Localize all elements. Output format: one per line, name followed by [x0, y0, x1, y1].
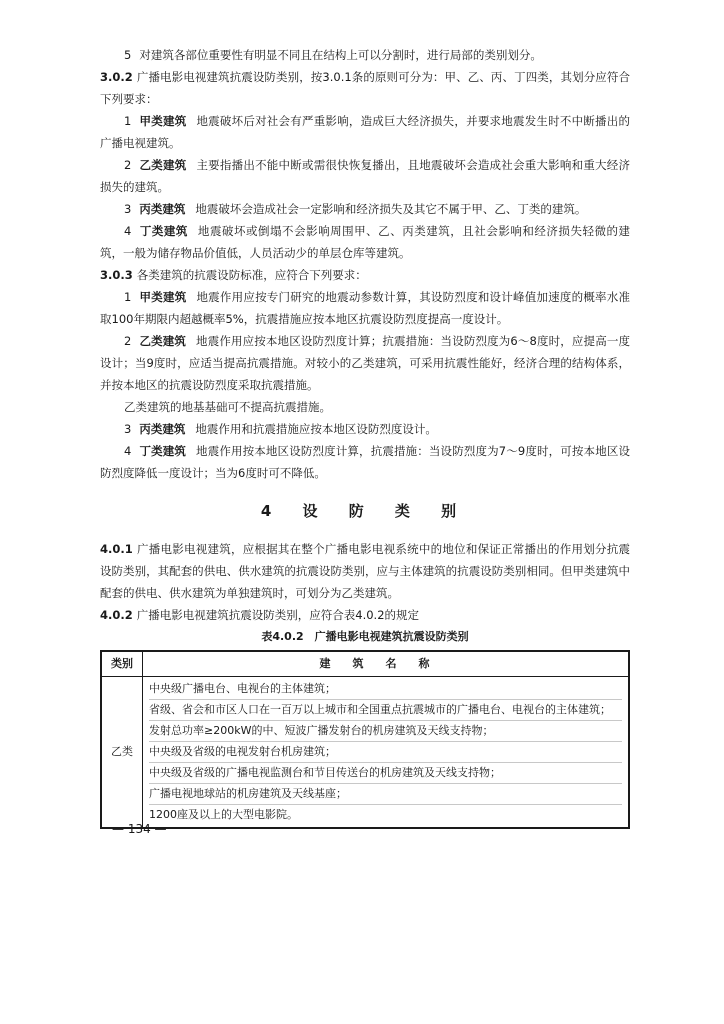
item-text: 对建筑各部位重要性有明显不同且在结构上可以分割时，进行局部的类别划分。	[139, 48, 542, 62]
building-item: 省级、省会和市区人口在一百万以上城市和全国重点抗震城市的广播电台、电视台的主体建筑；	[149, 700, 622, 721]
clause-3-0-3-item	[100, 440, 630, 484]
item-number: 3	[124, 422, 132, 436]
table-header-row	[101, 651, 629, 677]
header-building-name: 建筑名称	[143, 651, 630, 677]
building-item: 广播电视地球站的机房建筑及天线基座；	[149, 784, 622, 805]
item-text: 地震作用应按本地区设防烈度计算；抗震措施：当设防烈度为6～8度时，应提高一度设计；当9度时，应适当提高抗震措施。对较小的乙类建筑，可采用抗震性能好，经济合理的结构体系，并按本地区的抗震设防烈度采取抗震措施。	[100, 334, 630, 392]
document-page	[100, 44, 630, 829]
item-text: 地震作用按本地区设防烈度计算，抗震措施：当设防烈度为7～9度时，可按本地区设防烈度降低一度设计；当为6度时可不降低。	[100, 444, 630, 480]
chapter-title: 4 设 防 类 别	[260, 502, 470, 520]
building-item: 发射总功率≥200kW的中、短波广播发射台的机房建筑及天线支持物；	[149, 721, 622, 742]
clause-3-0-3	[100, 264, 630, 286]
clause-3-0-3-item	[100, 418, 630, 440]
item-term: 丙类建筑	[139, 202, 186, 216]
item-term: 乙类建筑	[139, 158, 187, 172]
item-text: 地震作用和抗震措施应按本地区设防烈度设计。	[195, 422, 437, 436]
item-term: 丁类建筑	[139, 444, 187, 458]
item-text: 地震破坏或倒塌不会影响周围甲、乙、丙类建筑，且社会影响和经济损失轻微的建筑，一般为储存物品价值低，人员活动少的单层仓库等建筑。	[100, 224, 631, 260]
building-item: 中央级及省级的电视发射台机房建筑；	[149, 742, 622, 763]
building-item: 1200座及以上的大型电影院。	[149, 808, 298, 821]
clause-3-0-2	[100, 66, 630, 110]
item-text: 地震破坏会造成社会一定影响和经济损失及其它不属于甲、乙、丁类的建筑。	[195, 202, 587, 216]
clause-number: 4.0.2	[100, 608, 133, 622]
clause-3-0-2-item	[100, 110, 630, 154]
item-number: 5	[124, 48, 132, 62]
category-cell: 乙类	[101, 677, 143, 829]
item-number: 2	[124, 334, 132, 348]
clause-number: 3.0.2	[100, 70, 133, 84]
clause-text: 广播电影电视建筑，应根据其在整个广播电影电视系统中的地位和保证正常播出的作用划分抗震设防类别，其配套的供电、供水建筑的抗震设防类别，应与主体建筑的抗震设防类别相同。但甲类建筑中配套的供电、供水建筑为单独建筑时，可划分为乙类建筑。	[100, 542, 630, 600]
page-number: — 134 —	[112, 822, 167, 836]
item-term: 丁类建筑	[139, 224, 188, 238]
clause-4-0-2	[100, 604, 630, 626]
item-term: 乙类建筑	[139, 334, 187, 348]
clause-number: 4.0.1	[100, 542, 133, 556]
item-text: 地震作用应按专门研究的地震动参数计算，其设防烈度和设计峰值加速度的概率水准取100年期限内超越概率5%，抗震措施应按本地区抗震设防烈度提高一度设计。	[100, 290, 631, 326]
clause-text: 广播电影电视建筑抗震设防类别，应符合表4.0.2的规定	[136, 608, 420, 622]
table-caption: 表4.0.2 广播电影电视建筑抗震设防类别	[261, 630, 469, 643]
item-term: 甲类建筑	[139, 114, 187, 128]
clause-4-0-1	[100, 538, 630, 604]
item-text: 地震破坏后对社会有严重影响，造成巨大经济损失，并要求地震发生时不中断播出的广播电视建筑。	[100, 114, 631, 150]
clause-3-0-2-item	[100, 220, 630, 264]
clause-3-0-2-item	[100, 154, 630, 198]
item-number: 4	[124, 224, 132, 238]
clause-text: 各类建筑的抗震设防标准，应符合下列要求：	[136, 268, 367, 282]
item-number: 2	[124, 158, 132, 172]
clause-3-0-3-item	[100, 330, 630, 396]
clause-3-0-3-note: 乙类建筑的地基基础可不提高抗震措施。	[124, 400, 331, 414]
building-item: 中央级广播电台、电视台的主体建筑；	[149, 679, 622, 700]
item-term: 甲类建筑	[139, 290, 187, 304]
item-number: 4	[124, 444, 132, 458]
item-number: 1	[124, 114, 132, 128]
item-term: 丙类建筑	[139, 422, 186, 436]
building-list-cell	[143, 677, 630, 829]
header-category: 类别	[101, 651, 143, 677]
clause-3-0-3-item	[100, 286, 630, 330]
item-number: 1	[124, 290, 132, 304]
table-row	[101, 677, 629, 829]
clause-text: 广播电影电视建筑抗震设防类别，按3.0.1条的原则可分为：甲、乙、丙、丁四类，其划分应符合下列要求：	[100, 70, 630, 106]
classification-table	[100, 650, 630, 829]
building-item: 中央级及省级的广播电视监测台和节目传送台的机房建筑及天线支持物；	[149, 763, 622, 784]
clause-number: 3.0.3	[100, 268, 133, 282]
item-5	[100, 44, 630, 66]
item-number: 3	[124, 202, 132, 216]
clause-3-0-2-item	[100, 198, 630, 220]
item-text: 主要指播出不能中断或需很快恢复播出，且地震破坏会造成社会重大影响和重大经济损失的建筑。	[100, 158, 631, 194]
